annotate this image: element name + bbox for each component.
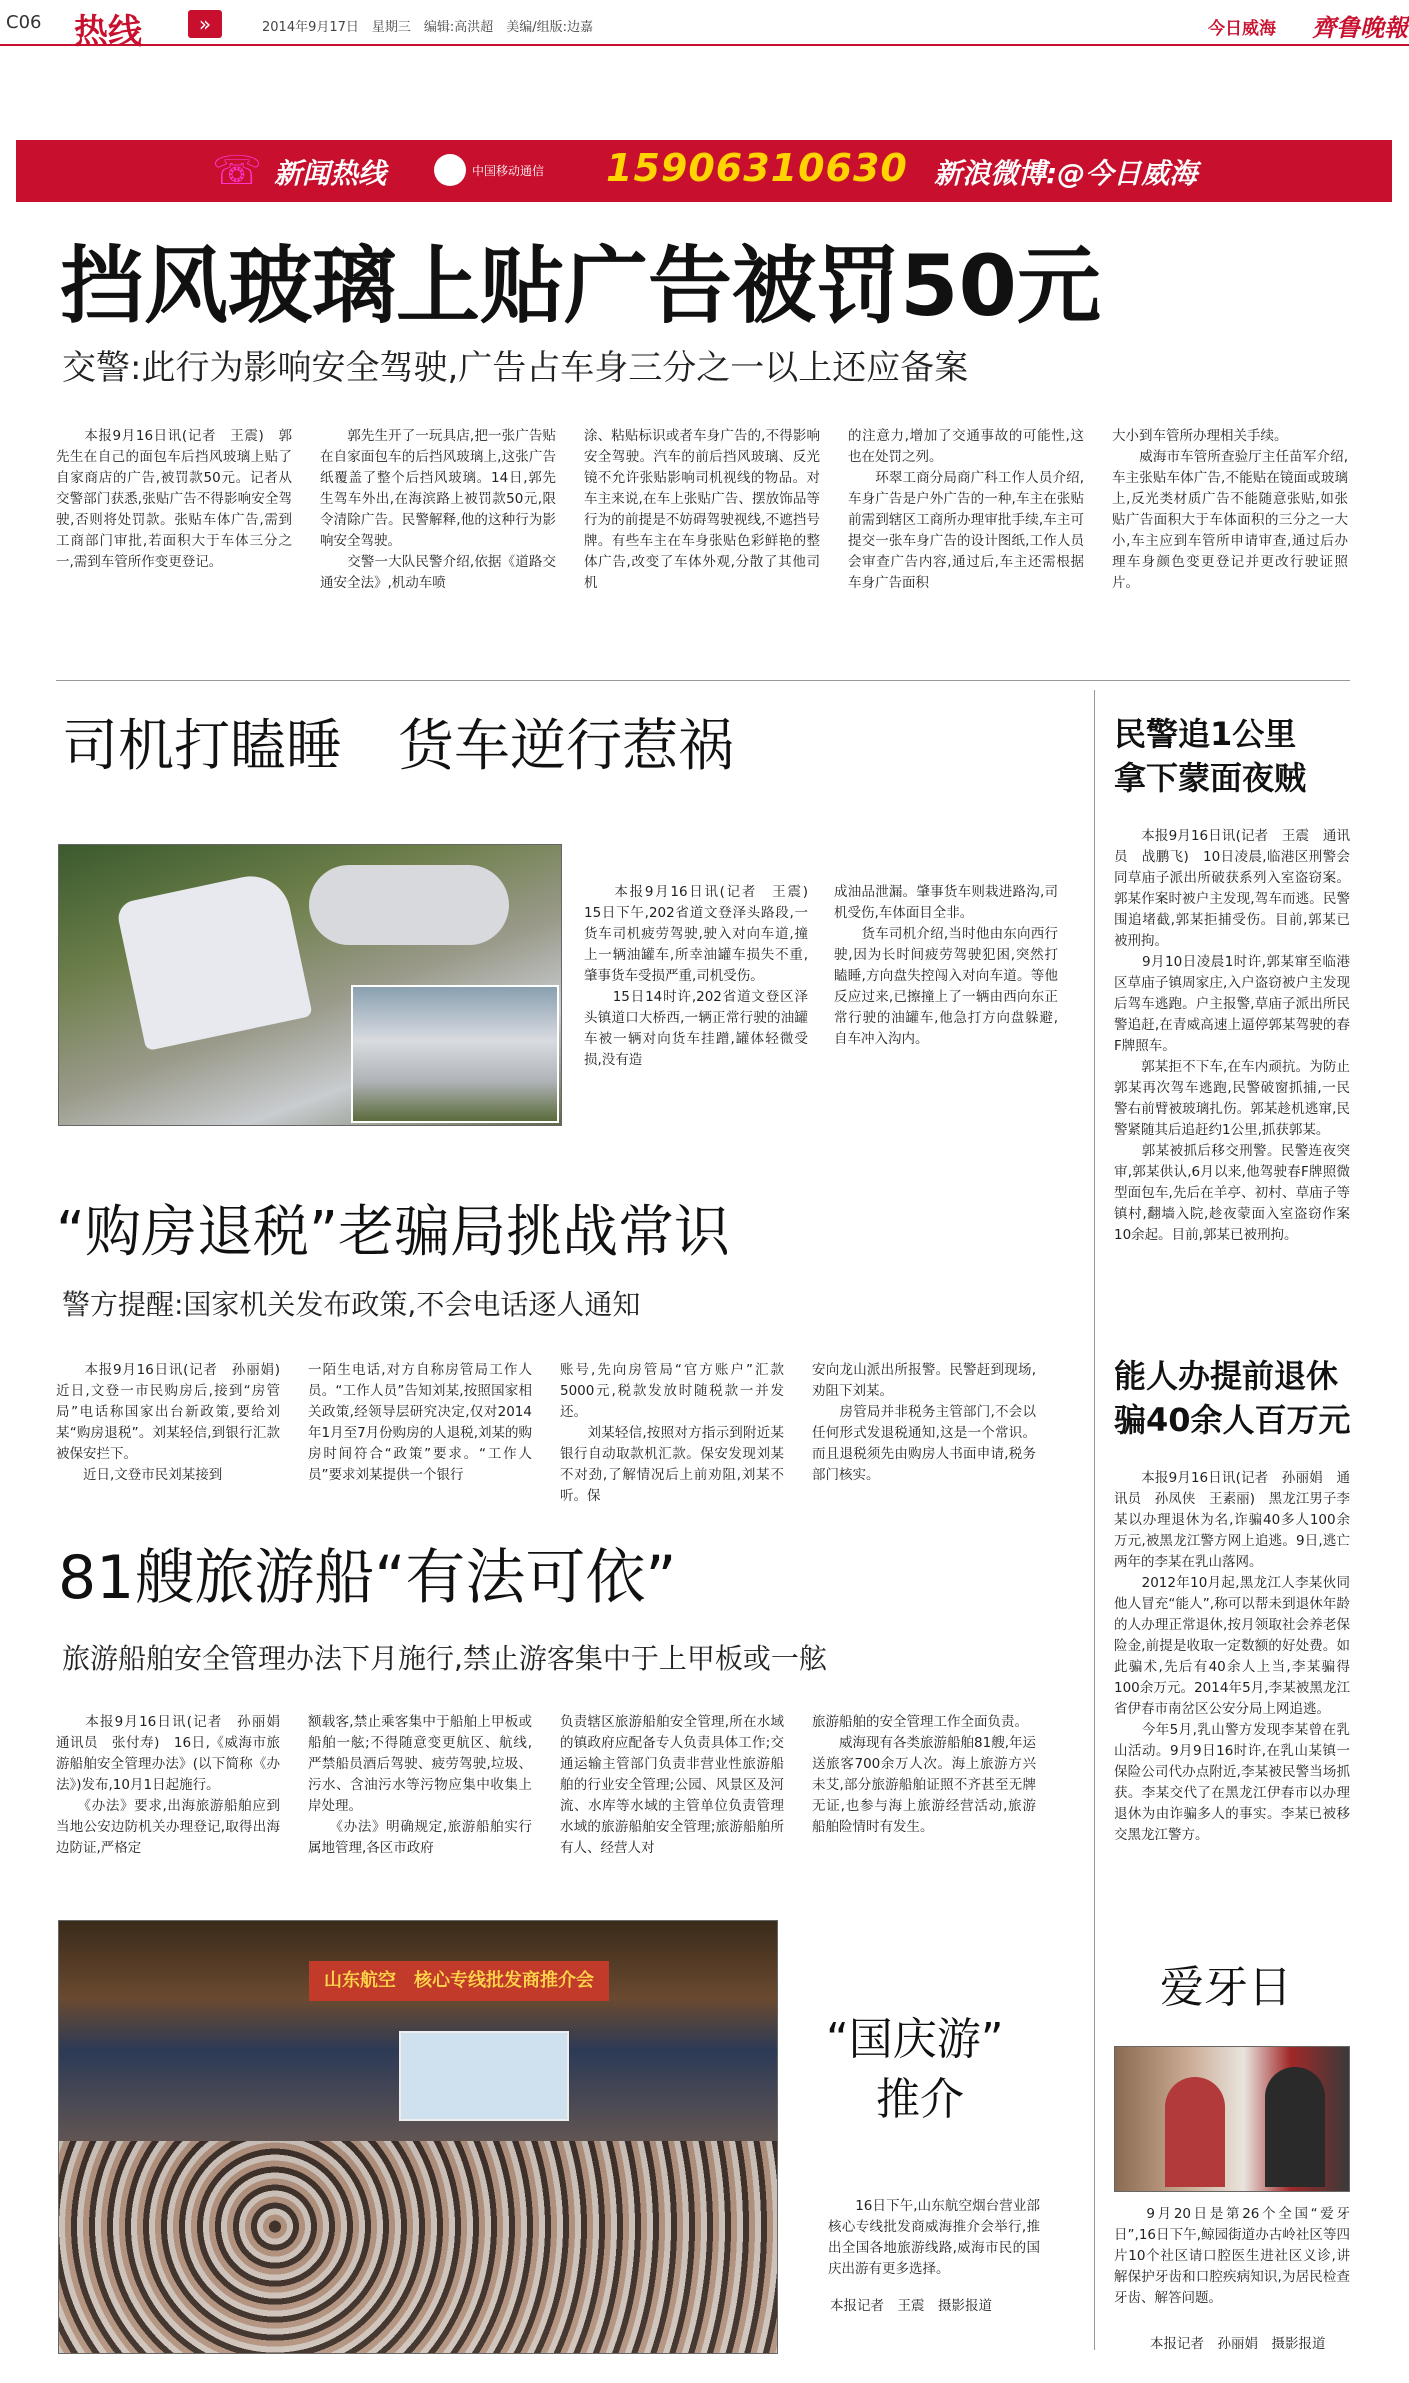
weibo-account: 新浪微博:@今日威海: [934, 157, 1198, 190]
newspaper-logo: 齊鲁晚報: [1312, 13, 1408, 42]
story3-column-4: 安向龙山派出所报警。民警赶到现场,劝阻下刘某。 房管局并非税务主管部门,不会以任何形式发退税通知,这是一个常识。而且退税须先由购房人书面申请,税务部门核实。: [812, 1362, 1036, 1483]
photo-story-body: 16日下午,山东航空烟台营业部核心专线批发商威海推介会举行,推出全国各地旅游线路,威海市民的国庆出游有更多选择。: [828, 2198, 1040, 2277]
sidebar-story1-headline-line2: 拿下蒙面夜贼: [1114, 759, 1307, 797]
story3-column-2: 一陌生电话,对方自称房管局工作人员。“工作人员”告知刘某,按照国家相关政策,经领导层研究决定,仅对2014年1月至7月份购房的人退税,刘某的购房时间符合“政策”要求。“工作人员”要求刘某提供一个银行: [308, 1362, 532, 1483]
story4-column-3: 负责辖区旅游船舶安全管理,所在水域的镇政府应配备专人负责具体工作;交通运输主管部门负责非营业性旅游船舶的行业安全管理;公园、风景区及河流、水库等水域的主管单位负责管理水域的旅游船舶安全管理;旅游船舶所有人、经营人对: [560, 1714, 784, 1856]
story4-column-2: 额载客,禁止乘客集中于船舶上甲板或船舶一舷;不得随意变更航区、航线,严禁船员酒后驾驶、疲劳驾驶,垃圾、污水、含油污水等污物应集中收集上岸处理。 《办法》明确规定,旅游船舶实行属地管理,各区市政府: [308, 1714, 532, 1856]
story1-column-5: 大小到车管所办理相关手续。 威海市车管所查验厅主任苗军介绍,车主张贴车体广告,不能贴在镜面或玻璃上,反光类材质广告不能随意张贴,如张贴广告面积大于车体面积的三分之一大小,车主应到车管所申请审查,通过后办理车身颜色变更登记并更改行驶证照片。: [1112, 428, 1348, 591]
conference-banner-text: 山东航空 核心专线批发商推介会: [324, 1970, 594, 1991]
truck-cab-shape: [115, 869, 312, 1051]
story2-headline: 司机打瞌睡 货车逆行惹祸: [62, 714, 734, 779]
story3-headline: “购房退税”老骗局挑战常识: [56, 1200, 731, 1265]
tourism-conference-photo: [58, 1920, 778, 2354]
projector-screen: [399, 2031, 569, 2121]
story4-headline: 81艘旅游船“有法可依”: [58, 1543, 677, 1613]
hotline-title: 新闻热线: [274, 157, 387, 190]
tanker-inset-photo: [351, 985, 559, 1123]
patient-figure: [1165, 2077, 1225, 2187]
story1-column-1: 本报9月16日讯(记者 王震) 郭先生在自己的面包车后挡风玻璃上贴了自家商店的广告,被罚款50元。记者从交警部门获悉,张贴广告不得影响安全驾驶,否则将处罚款。张贴车体广告,需到工商部门审批,若面积大于车体三分之一,需到车管所作变更登记。: [56, 428, 292, 570]
photo-story-credit: 本报记者 王震 摄影报道: [830, 2298, 992, 2314]
photo-story-headline-line2: 推介: [876, 2074, 964, 2125]
divider: [56, 680, 1350, 681]
story2-column-2: 成油品泄漏。肇事货车则栽进路沟,司机受伤,车体面目全非。 货车司机介绍,当时他由东向西行驶,因为长时间疲劳驾驶犯困,突然打瞌睡,方向盘失控闯入对向车道。等他反应过来,已擦撞上了一辆由西向东正常行驶的油罐车,他急打方向盘躲避,自车冲入沟内。: [834, 884, 1058, 1047]
sidebar-story1-body: 本报9月16日讯(记者 王震 通讯员 战鹏飞) 10日凌晨,临港区刑警会同草庙子派出所破获系列入室盗窃案。郭某作案时被户主发现,驾车而逃。民警围追堵截,郭某拒捕受伤。目前,郭某已被刑拘。 9月10日凌晨1时许,郭某窜至临港区草庙子镇周家庄,入户盗窃被户主发现后驾车逃跑。户主报警,草庙子派出所民警追赶,在青威高速上逼停郭某驾驶的春F牌照车。 郭某拒不下车,在车内顽抗。为防止郭某再次驾车逃跑,民警破窗抓捕,一民警右前臂被玻璃扎伤。郭某趁机逃窜,民警紧随其后追赶约1公里,抓获郭某。 郭某被抓后移交刑警。民警连夜突审,郭某供认,6月以来,他驾驶春F牌照微型面包车,先后在羊亭、初村、草庙子等镇村,翻墙入院,趁夜蒙面入室盗窃作案10余起。目前,郭某已被刑拘。: [1114, 828, 1350, 1243]
story1-headline: 挡风玻璃上贴广告被罚50元: [60, 237, 1101, 335]
dental-checkup-photo: [1114, 2046, 1350, 2192]
sidebar-story3-body: 9月20日是第26个全国“爱牙日”,16日下午,鲸园街道办古岭社区等四片10个社区请口腔医生进社区义诊,讲解保护牙齿和口腔疾病知识,为居民检查牙齿、解答问题。: [1114, 2206, 1350, 2306]
masthead: [0, 0, 1409, 52]
story3-subhead: 警方提醒:国家机关发布政策,不会电话逐人通知: [62, 1288, 641, 1321]
truck-crash-photo: [58, 844, 562, 1126]
audience-crowd: [59, 2141, 778, 2354]
edition-name: 今日威海: [1208, 19, 1276, 39]
doctor-figure: [1265, 2067, 1325, 2187]
section-arrow-icon: »: [188, 10, 222, 38]
story1-column-3: 涂、粘贴标识或者车身广告的,不得影响安全驾驶。汽车的前后挡风玻璃、反光镜不允许张贴影响司机视线的物品。对车主来说,在车上张贴广告、摆放饰品等行为的前提是不妨碍驾驶视线,不遮挡号牌。有些车主在车身张贴色彩鲜艳的整体广告,改变了车体外观,分散了其他司机: [584, 428, 820, 591]
section-title: 热线: [74, 12, 142, 52]
hotline-phone: 15906310630: [606, 146, 908, 190]
sidebar-story3-headline: 爱牙日: [1160, 1962, 1292, 2013]
issue-info: 2014年9月17日 星期三 编辑:高洪超 美编/组版:边嘉: [262, 20, 594, 35]
sidebar-divider: [1094, 690, 1095, 2350]
story1-column-2: 郭先生开了一玩具店,把一张广告贴在自家面包车的后挡风玻璃上,这张广告纸覆盖了整个后挡风玻璃。14日,郭先生驾车外出,在海滨路上被罚款50元,限令清除广告。民警解释,他的这种行为影响安全驾驶。 交警一大队民警介绍,依据《道路交通安全法》,机动车喷: [320, 428, 556, 591]
phone-bird-icon: ☏: [212, 148, 263, 194]
hotline-banner: [16, 140, 1392, 202]
sidebar-story1-headline-line1: 民警追1公里: [1114, 715, 1297, 753]
story3-column-3: 账号,先向房管局“官方账户”汇款5000元,税款发放时随税款一并发还。 刘某轻信,按照对方指示到附近某银行自动取款机汇款。保安发现刘某不对劲,了解情况后上前劝阻,刘某不听。保: [560, 1362, 784, 1504]
sidebar-story2-body: 本报9月16日讯(记者 孙丽娟 通讯员 孙凤侠 王素丽) 黑龙江男子李某以办理退休为名,诈骗40多人100余万元,被黑龙江警方网上追逃。9日,逃亡两年的李某在乳山落网。 2012年10月起,黑龙江人李某伙同他人冒充“能人”,称可以帮未到退休年龄的人办理正常退休,按月领取社会养老保险金,前提是收取一定数额的好处费。如此骗术,先后有40余人上当,李某骗得100余万元。2014年5月,李某被黑龙江省伊春市南岔区公安分局上网追逃。 今年5月,乳山警方发现李某曾在乳山活动。9月9日16时许,在乳山某镇一保险公司代办点附近,李某被民警当场抓获。李某交代了在黑龙江伊春市以办理退休为由诈骗多人的事实。李某已被移交黑龙江警方。: [1114, 1470, 1350, 1843]
china-mobile-logo: [434, 154, 466, 186]
conference-banner: [309, 1961, 609, 2001]
story1-column-4: 的注意力,增加了交通事故的可能性,这也在处罚之列。 环翠工商分局商广科工作人员介绍,车身广告是户外广告的一种,车主在张贴前需到辖区工商所办理审批手续,车主可提交一张车身广告的设计图纸,工作人员会审查广告内容,通过后,车主还需根据车身广告面积: [848, 428, 1084, 591]
story2-column-1: 本报9月16日讯(记者 王震) 15日下午,202省道文登泽头路段,一货车司机疲劳驾驶,驶入对向车道,撞上一辆油罐车,所幸油罐车损失不重,肇事货车受损严重,司机受伤。 15日14时许,202省道文登区泽头镇道口大桥西,一辆正常行驶的油罐车被一辆对向货车挂蹭,罐体轻微受损,没有造: [584, 884, 808, 1068]
story4-subhead: 旅游船舶安全管理办法下月施行,禁止游客集中于上甲板或一舷: [62, 1642, 827, 1675]
photo-story-headline-line1: “国庆游”: [826, 2014, 1004, 2065]
story4-column-1: 本报9月16日讯(记者 孙丽娟 通讯员 张付寿) 16日,《威海市旅游船舶安全管理办法》(以下简称《办法》)发布,10月1日起施行。 《办法》要求,出海旅游船舶应到当地公安边防机关办理登记,取得出海边防证,严格定: [56, 1714, 280, 1856]
sidebar-story2-headline-line2: 骗40余人百万元: [1114, 1401, 1351, 1439]
story4-column-4: 旅游船舶的安全管理工作全面负责。 威海现有各类旅游船舶81艘,年运送旅客700余万人次。海上旅游方兴未艾,部分旅游船舶证照不齐甚至无牌无证,也参与海上旅游经营活动,旅游船舶险情时有发生。: [812, 1714, 1036, 1835]
story3-column-1: 本报9月16日讯(记者 孙丽娟) 近日,文登一市民购房后,接到“房管局”电话称国家出台新政策,要给刘某“购房退税”。刘某轻信,到银行汇款被保安拦下。 近日,文登市民刘某接到: [56, 1362, 280, 1483]
story1-subhead: 交警:此行为影响安全驾驶,广告占车身三分之一以上还应备案: [62, 348, 969, 388]
sidebar-story3-credit: 本报记者 孙丽娟 摄影报道: [1150, 2336, 1326, 2352]
tanker-shape: [309, 865, 509, 945]
sidebar-story2-headline-line1: 能人办提前退休: [1114, 1357, 1339, 1395]
page-number: C06: [6, 12, 42, 33]
carrier-name: 中国移动通信: [472, 164, 545, 178]
